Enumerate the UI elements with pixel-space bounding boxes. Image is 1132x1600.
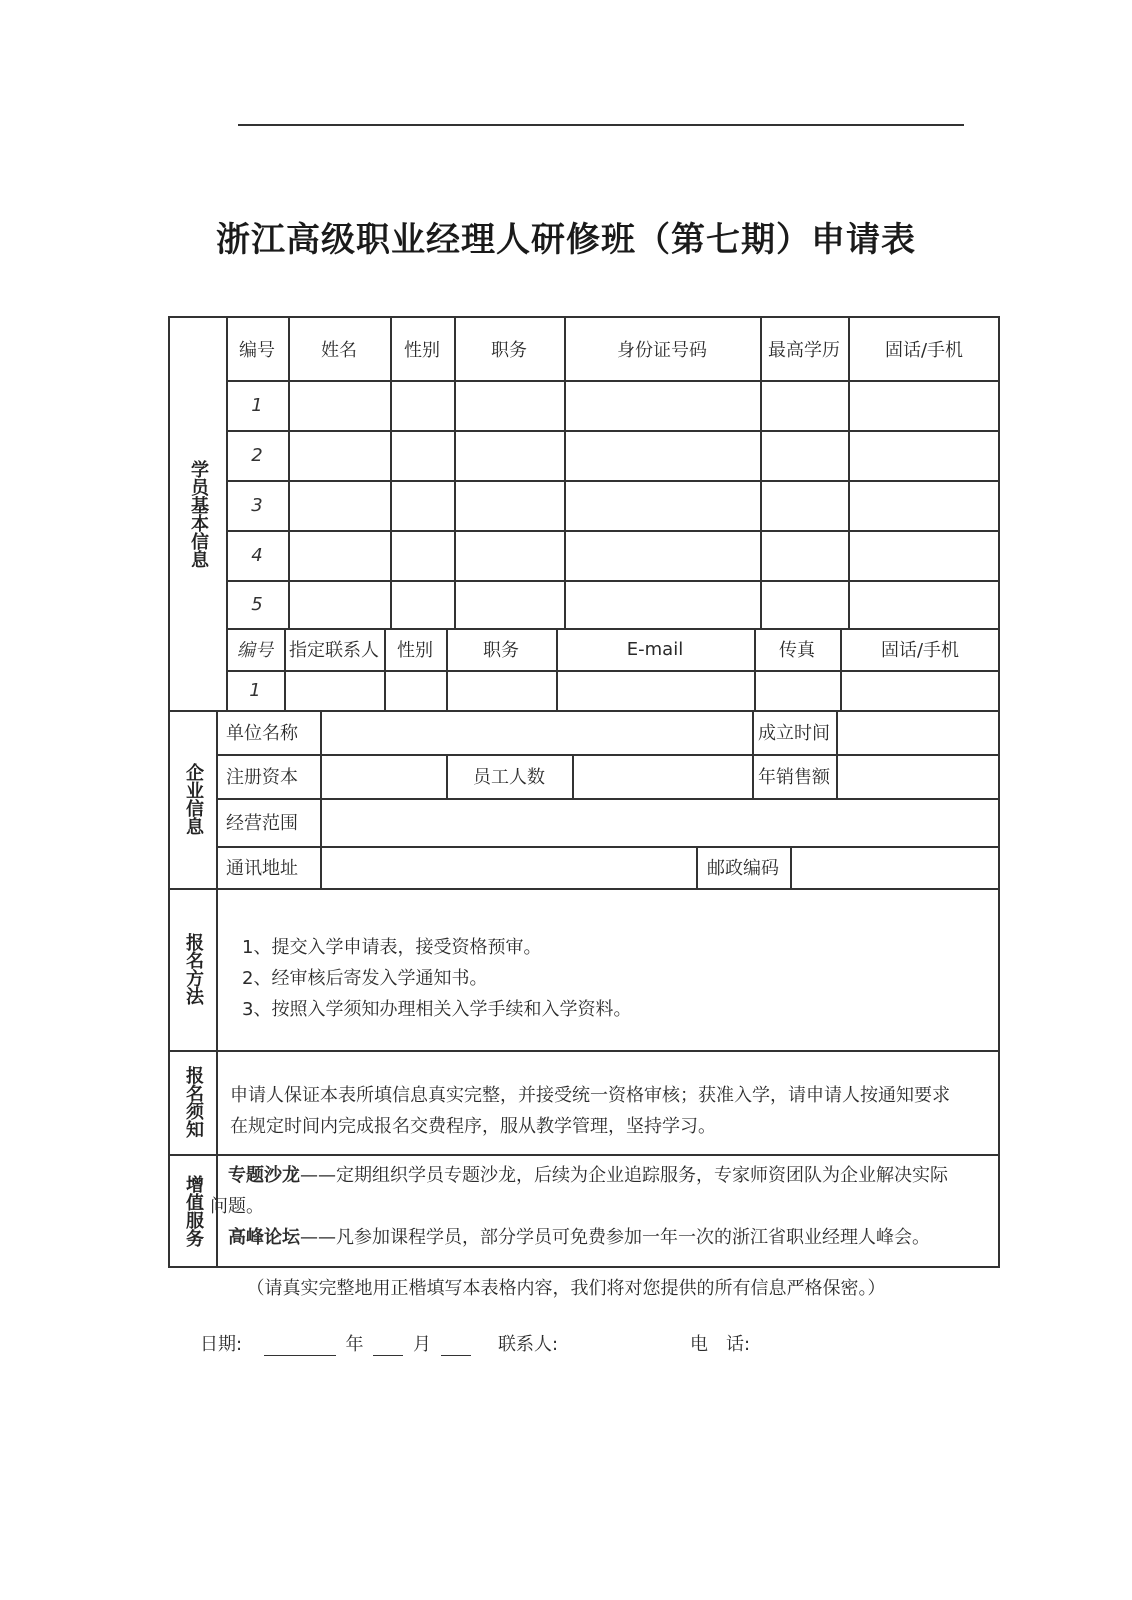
application-form: [168, 316, 1000, 1268]
row-number: 2: [251, 444, 263, 466]
divider: [836, 710, 838, 798]
header-position: 职务: [491, 340, 527, 361]
footer-phone: 电 话:: [690, 1334, 751, 1355]
row-number: 4: [251, 544, 263, 566]
notice-line: 申请人保证本表所填信息真实完整，并接受统一资格审核；获准入学，请申请人按通知要求: [230, 1085, 950, 1106]
divider: [226, 430, 1000, 432]
year-blank[interactable]: [264, 1337, 336, 1356]
header-number: 编号: [239, 340, 275, 361]
divider: [226, 530, 1000, 532]
section-label-service: 增值服务: [183, 1175, 204, 1247]
contact-header-phone: 固话/手机: [880, 640, 960, 661]
divider: [216, 798, 1000, 800]
divider: [216, 846, 1000, 848]
section-label-student: 学员基本信息: [188, 460, 209, 568]
contact-header-fax: 传真: [779, 640, 815, 661]
notice-text: [230, 1080, 950, 1142]
header-name: 姓名: [321, 340, 357, 361]
row-number: 5: [251, 593, 263, 615]
contact-header-email: E-mail: [626, 638, 684, 660]
header-phone: 固话/手机: [884, 340, 964, 361]
label-address: 通讯地址: [226, 858, 298, 879]
service-text: [210, 1160, 996, 1253]
divider: [790, 846, 792, 888]
divider: [320, 710, 322, 888]
document-title: 浙江高级职业经理人研修班（第七期）申请表: [216, 220, 916, 260]
month-label: 月: [413, 1334, 432, 1355]
section-label-notice: 报名须知: [183, 1066, 204, 1138]
salon-line: [210, 1160, 996, 1191]
salon-text: ——定期组织学员专题沙龙，后续为企业追踪服务，专家师资团队为企业解决实际: [300, 1165, 948, 1186]
row-number: 1: [249, 679, 261, 701]
divider: [170, 1050, 1000, 1052]
contact-header-number: 编号: [237, 640, 273, 661]
divider: [170, 888, 1000, 890]
contact-header-position: 职务: [483, 640, 519, 661]
forum-text: ——凡参加课程学员，部分学员可免费参加一年一次的浙江省职业经理人峰会。: [300, 1227, 930, 1248]
section-label-company: 企业信息: [183, 763, 204, 835]
row-number: 3: [251, 494, 263, 516]
label-capital: 注册资本: [226, 767, 298, 788]
label-postcode: 邮政编码: [707, 858, 779, 879]
forum-line: [210, 1222, 996, 1253]
divider: [170, 1154, 1000, 1156]
divider: [226, 380, 1000, 382]
section-label-method: 报名方法: [183, 933, 204, 1005]
header-id-number: 身份证号码: [617, 340, 707, 361]
method-item: 2、经审核后寄发入学通知书。: [242, 968, 488, 989]
label-employees: 员工人数: [473, 767, 545, 788]
year-label: 年: [345, 1334, 364, 1355]
notice-line: 在规定时间内完成报名交费程序，服从教学管理，坚持学习。: [230, 1116, 716, 1137]
contact-header-gender: 性别: [397, 640, 433, 661]
label-founded: 成立时间: [758, 723, 830, 744]
label-sales: 年销售额: [758, 767, 830, 788]
divider: [216, 754, 1000, 756]
month-blank[interactable]: [373, 1337, 403, 1356]
method-list: [242, 932, 631, 1025]
divider: [572, 754, 574, 798]
top-rule: [238, 124, 964, 126]
header-education: 最高学历: [768, 340, 840, 361]
forum-title: 高峰论坛: [228, 1227, 300, 1248]
label-unit-name: 单位名称: [226, 723, 298, 744]
salon-title: 专题沙龙: [228, 1165, 300, 1186]
method-item: 3、按照入学须知办理相关入学手续和入学资料。: [242, 999, 632, 1020]
footer-contact: 联系人:: [498, 1334, 559, 1355]
contact-header-person: 指定联系人: [289, 640, 379, 661]
label-scope: 经营范围: [226, 813, 298, 834]
footer-date: [200, 1330, 475, 1356]
confidential-note: （请真实完整地用正楷填写本表格内容，我们将对您提供的所有信息严格保密。）: [246, 1278, 886, 1299]
day-blank[interactable]: [441, 1337, 471, 1356]
row-number: 1: [251, 394, 263, 416]
divider: [226, 670, 1000, 672]
divider: [226, 480, 1000, 482]
method-item: 1、提交入学申请表，接受资格预审。: [242, 937, 542, 958]
date-label: 日期:: [200, 1334, 243, 1355]
salon-line-cont: 问题。: [210, 1196, 264, 1217]
header-gender: 性别: [404, 340, 440, 361]
divider: [226, 580, 1000, 582]
